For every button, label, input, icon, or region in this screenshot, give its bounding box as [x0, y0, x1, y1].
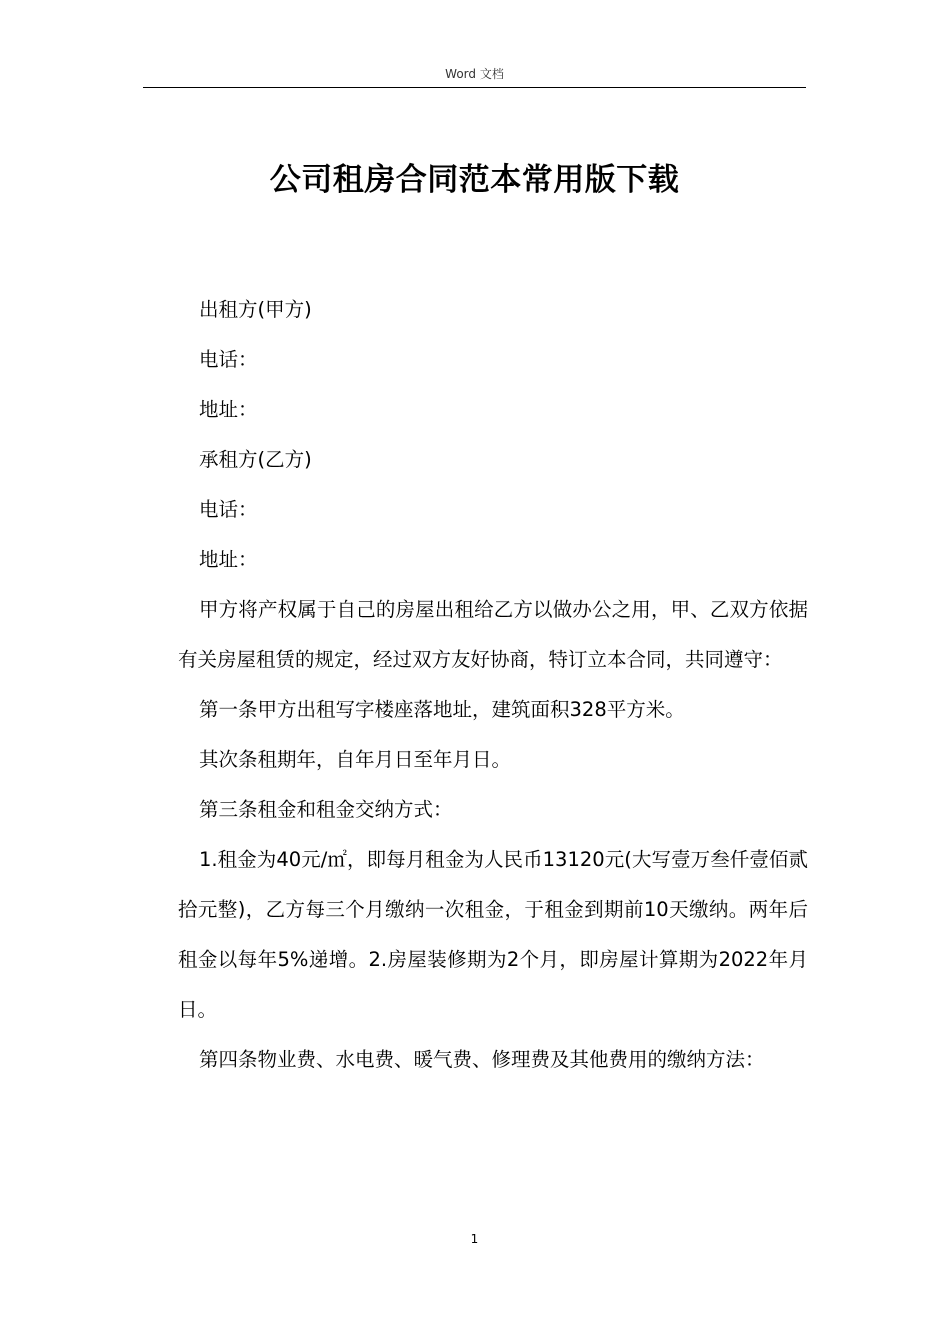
paragraph-preamble: 甲方将产权属于自己的房屋出租给乙方以做办公之用，甲、乙双方依据有关房屋租赁的规定，经过双方友好协商，特订立本合同，共同遵守：: [178, 598, 808, 671]
paragraph-article-3-terms: 1.租金为40元/㎡，即每月租金为人民币13120元(大写壹万叁仟壹佰贰拾元整)，乙方每三个月缴纳一次租金，于租金到期前10天缴纳。两年后租金以每年5%递增。2.房屋装修期为2个月，即房屋计算期为2022年月日。: [178, 848, 808, 1021]
paragraph-lessee-address: 地址：: [199, 548, 258, 571]
paragraph-lessor: 出租方(甲方): [199, 298, 312, 321]
paragraph-article-4: 第四条物业费、水电费、暖气费、修理费及其他费用的缴纳方法：: [199, 1048, 765, 1071]
page-number: 1: [470, 1232, 479, 1246]
paragraph-article-2: 其次条租期年，自年月日至年月日。: [199, 748, 512, 771]
paragraph-lessor-phone: 电话：: [199, 348, 258, 371]
paragraph-article-3: 第三条租金和租金交纳方式：: [199, 798, 453, 821]
header-divider: [143, 87, 806, 88]
page-header: Word 文档: [445, 67, 504, 81]
paragraph-article-1: 第一条甲方出租写字楼座落地址，建筑面积328平方米。: [199, 698, 685, 721]
paragraph-lessee-phone: 电话：: [199, 498, 258, 521]
document-title: 公司租房合同范本常用版下载: [269, 162, 680, 198]
document-body: [178, 285, 808, 1085]
paragraph-lessor-address: 地址：: [199, 398, 258, 421]
paragraph-lessee: 承租方(乙方): [199, 448, 312, 471]
